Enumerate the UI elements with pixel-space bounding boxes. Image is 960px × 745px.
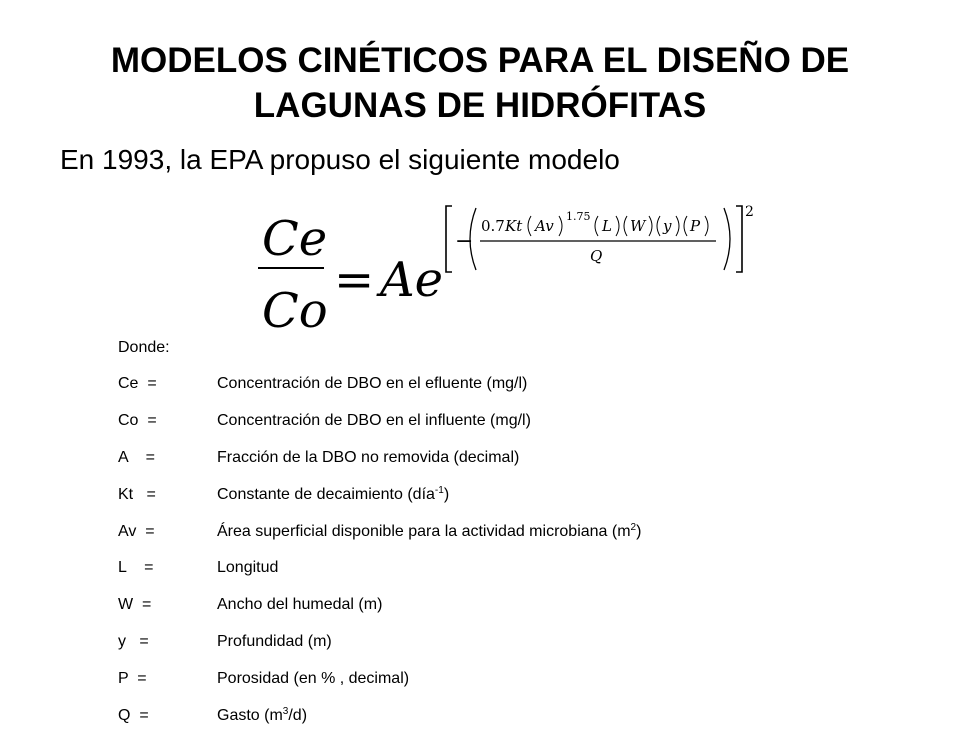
term-w: W [630,217,646,235]
title-line-2: LAGUNAS DE HIDRÓFITAS [253,86,707,125]
variable-legend [118,339,642,745]
superscript: 2 [630,521,637,533]
legend-symbol: A = [118,448,155,466]
title-line-1: MODELOS CINÉTICOS PARA EL DISEÑO DE [110,41,850,80]
right-square-bracket [736,206,742,272]
desc-text: Área superficial disponible para la actividad microbiana (m [217,522,631,540]
av-exponent: 1.75 [566,210,591,223]
term-q: Q [590,247,603,265]
desc-text: Gasto (m [217,707,283,725]
legend-symbol: Kt = [118,485,156,503]
left-square-bracket [446,206,452,272]
legend-description: Ancho del humedal (m) [217,596,383,614]
legend-symbol: L = [118,559,154,577]
formula-ce: Ce [262,211,328,267]
slide-title [0,38,960,128]
intro-text: En 1993, la EPA propuso el siguiente modelo [60,144,620,175]
legend-description [217,708,307,724]
desc-text-end: ) [636,522,642,540]
legend-description: Concentración de DBO en el influente (mg/l) [217,411,531,429]
legend-row [118,596,383,614]
paren-l-left [595,216,598,236]
paren-l-right [616,216,619,236]
paren-y-left [657,216,660,236]
legend-row [118,559,279,577]
legend-symbol: W = [118,596,152,614]
term-y: y [663,217,672,235]
legend-row [118,448,520,466]
paren-av-left [528,216,531,236]
desc-text-end: /d) [288,707,308,725]
legend-symbol: Co = [118,411,157,429]
formula-graphic [248,200,768,340]
paren-w-right [649,216,652,236]
legend-row [118,670,410,688]
legend-row [118,633,332,651]
paren-p-right [705,216,708,236]
formula-co: Co [262,283,328,339]
desc-text-end: ) [443,485,450,503]
paren-w-left [624,216,627,236]
superscript: 3 [282,706,289,718]
paren-y-right [676,216,679,236]
formula-ae: Ae [380,252,444,308]
paren-p-left [684,216,687,236]
legend-symbol: Av = [118,522,155,540]
legend-description [217,484,450,503]
paren-av-right [559,216,562,236]
legend-row [118,484,450,503]
term-av: Av [535,217,554,235]
legend-symbol: Q = [118,707,149,725]
legend-header: Donde: [118,339,170,356]
minus-sign: − [455,229,474,254]
legend-description: Profundidad (m) [217,633,332,651]
legend-description: Longitud [217,559,279,577]
legend-row [118,706,308,725]
big-right-paren [724,208,730,270]
superscript: -1 [434,484,444,496]
legend-row [118,375,528,392]
formula-equals: = [334,252,375,308]
term-l: L [602,217,612,235]
legend-symbol: y = [118,633,149,651]
legend-row [118,411,531,429]
legend-description: Porosidad (en % , decimal) [217,670,410,688]
desc-text: Constante de decaimiento (día [217,485,435,503]
legend-symbol: P = [118,670,147,688]
legend-description: Concentración de DBO en el efluente (mg/l) [217,375,528,392]
legend-row [118,521,642,540]
epa-formula [248,200,768,340]
term-p: P [690,217,701,235]
coef-07: 0.7 [481,217,505,235]
legend-description [217,521,642,540]
term-kt: Kt [505,217,523,235]
legend-symbol: Ce = [118,375,157,392]
legend-description: Fracción de la DBO no removida (decimal) [217,448,520,466]
outer-exponent: 2 [745,204,754,220]
